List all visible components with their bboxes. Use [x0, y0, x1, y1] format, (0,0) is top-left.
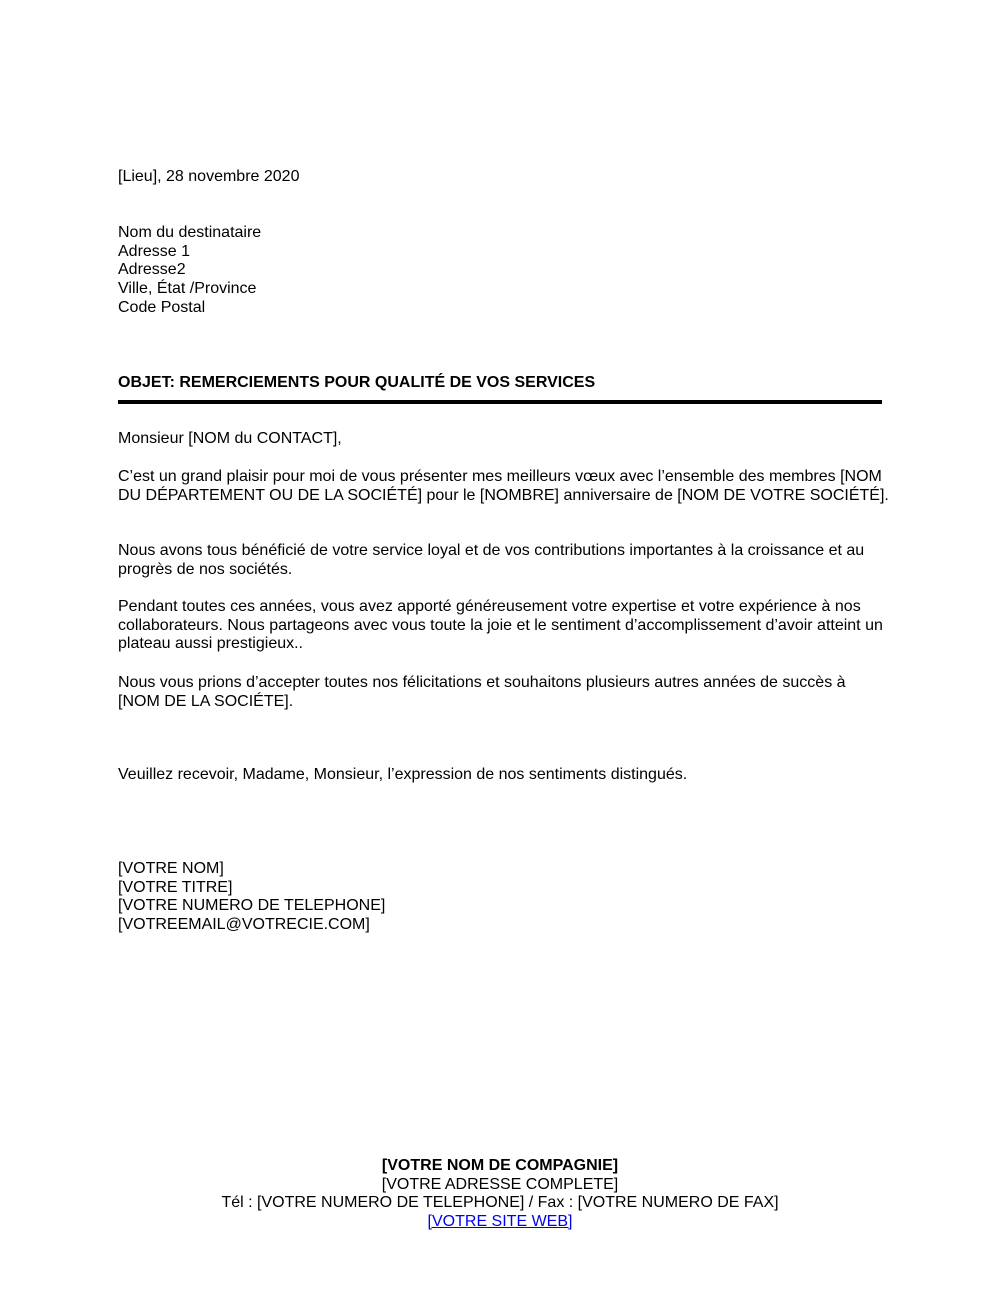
company-footer: [0, 1157, 1000, 1232]
recipient-address-2: Adresse2: [118, 261, 186, 279]
body-paragraph-1: C’est un grand plaisir pour moi de vous présenter mes meilleurs vœux avec l’ensemble des membres [NOM DU DÉPARTEMENT OU DE LA SOCIÉTÉ] pour le [NOMBRE] anniversaire de [NOM DE VOTRE SOCIÉTÉ].: [118, 468, 889, 504]
letter-date: [Lieu], 28 novembre 2020: [118, 168, 300, 185]
signature-name: [VOTRE NOM]: [118, 860, 224, 877]
closing-line: Veuillez recevoir, Madame, Monsieur, l’expression de nos sentiments distingués.: [118, 766, 688, 783]
salutation: Monsieur [NOM du CONTACT],: [118, 430, 342, 447]
recipient-postal-code: Code Postal: [118, 298, 206, 316]
body-paragraph-3: Pendant toutes ces années, vous avez apporté généreusement votre expertise et votre expérience à nos collaborateurs. Nous partageons avec vous toute la joie et le sentiment d’accomplissement d’avoir atteint un plateau aussi prestigieux..: [118, 598, 883, 653]
recipient-address-block: [118, 224, 261, 318]
footer-contact-line: Tél : [VOTRE NUMERO DE TELEPHONE] / Fax : [VOTRE NUMERO DE FAX]: [221, 1194, 779, 1212]
footer-website-link[interactable]: [VOTRE SITE WEB]: [427, 1213, 573, 1231]
signature-block: [118, 860, 385, 935]
subject-line: OBJET: REMERCIEMENTS POUR QUALITÉ DE VOS SERVICES: [118, 374, 882, 404]
recipient-address-1: Adresse 1: [118, 242, 191, 260]
footer-address: [VOTRE ADRESSE COMPLETE]: [381, 1175, 619, 1193]
recipient-name: Nom du destinataire: [118, 224, 262, 241]
footer-company-name: [VOTRE NOM DE COMPAGNIE]: [381, 1157, 619, 1174]
body-paragraph-4: Nous vous prions d’accepter toutes nos félicitations et souhaitons plusieurs autres années de succès à [NOM DE LA SOCIÉTE].: [118, 674, 846, 710]
signature-phone: [VOTRE NUMERO DE TELEPHONE]: [118, 897, 386, 915]
signature-title: [VOTRE TITRE]: [118, 878, 233, 896]
recipient-city-state: Ville, État /Province: [118, 280, 257, 298]
signature-email: [VOTREEMAIL@VOTRECIE.COM]: [118, 916, 370, 934]
body-paragraph-2: Nous avons tous bénéficié de votre service loyal et de vos contributions importantes à la croissance et au progrès de nos sociétés.: [118, 542, 865, 578]
